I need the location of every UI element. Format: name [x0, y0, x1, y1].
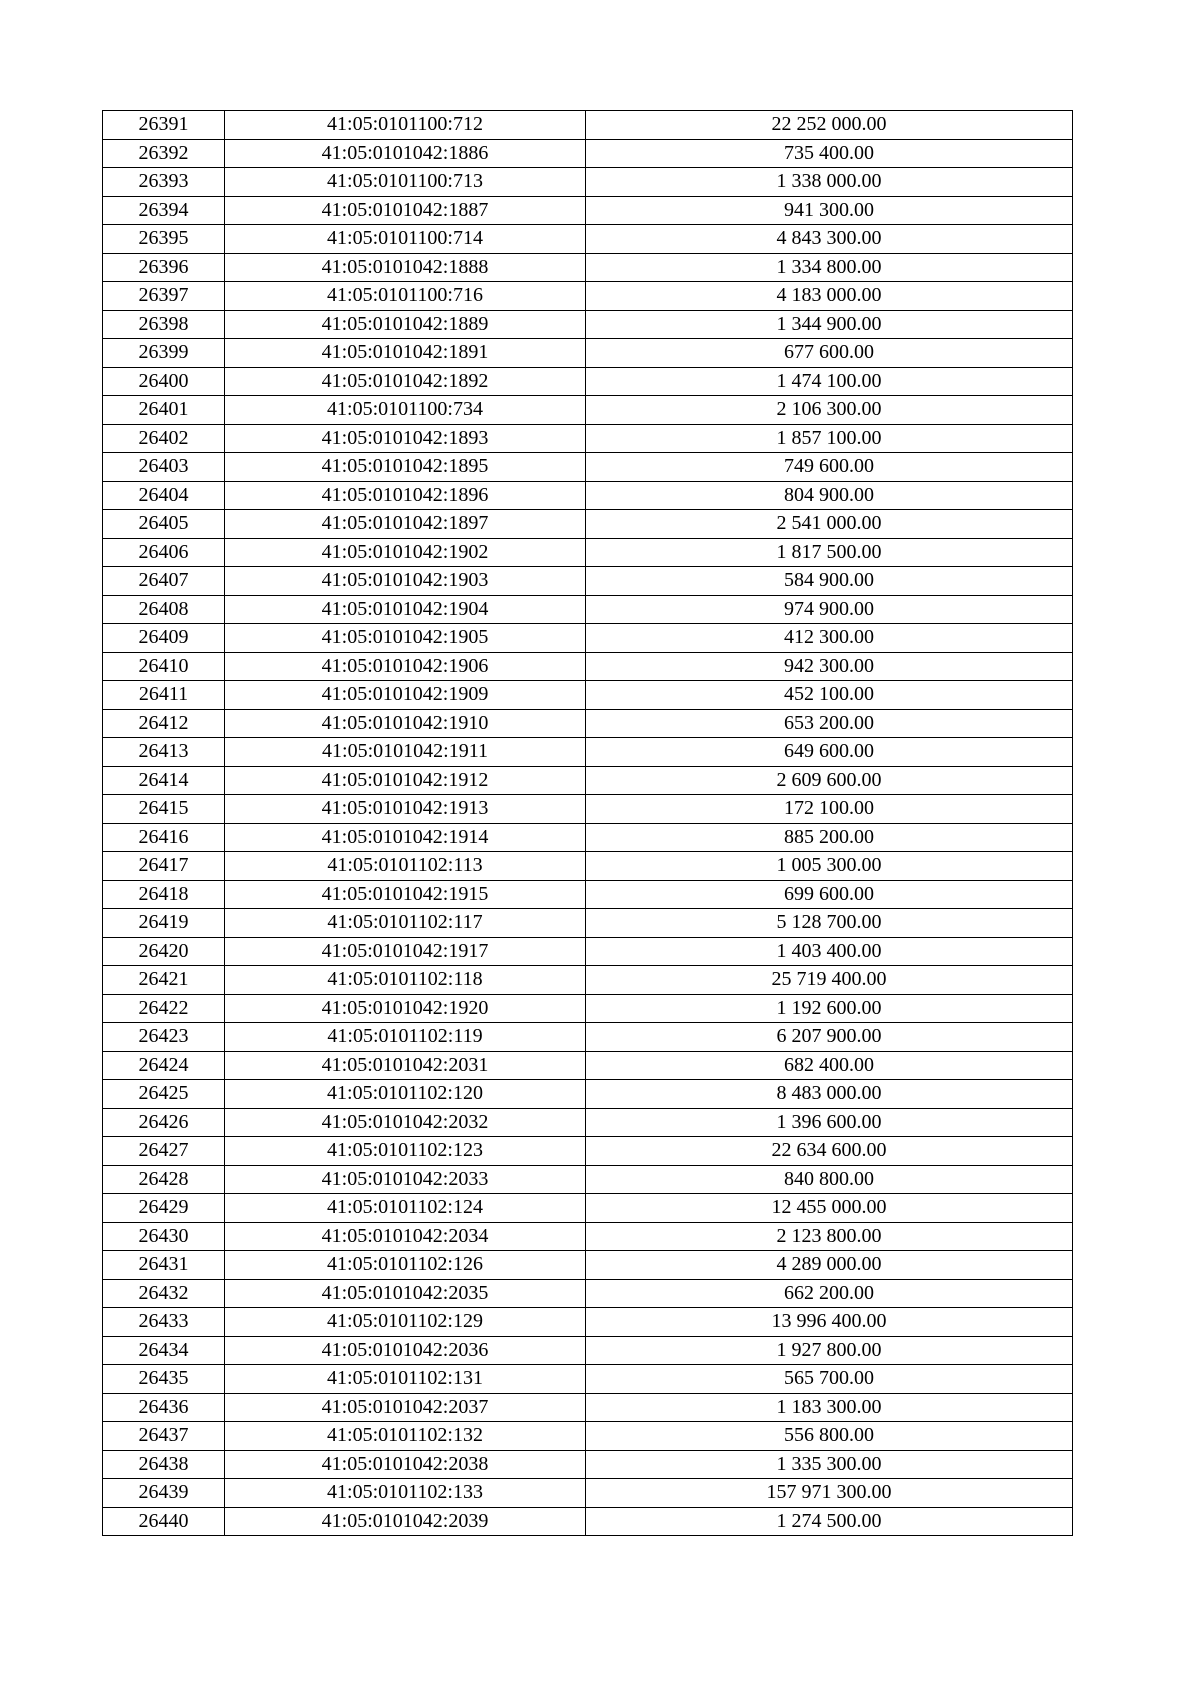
- table-row: [103, 795, 1073, 824]
- cadastral-value-cell: 2 541 000.00: [586, 510, 1073, 539]
- row-number-cell: 26410: [103, 652, 225, 681]
- cadastral-value-cell: 565 700.00: [586, 1365, 1073, 1394]
- table-row: [103, 681, 1073, 710]
- cadastral-number-cell: 41:05:0101042:2038: [225, 1450, 586, 1479]
- row-number-cell: 26412: [103, 709, 225, 738]
- row-number-cell: 26405: [103, 510, 225, 539]
- table-row: [103, 567, 1073, 596]
- cadastral-number-cell: 41:05:0101042:1892: [225, 367, 586, 396]
- row-number-cell: 26391: [103, 111, 225, 140]
- row-number-cell: 26417: [103, 852, 225, 881]
- row-number-cell: 26392: [103, 139, 225, 168]
- row-number-cell: 26402: [103, 424, 225, 453]
- row-number-cell: 26397: [103, 282, 225, 311]
- table-row: [103, 966, 1073, 995]
- cadastral-value-cell: 412 300.00: [586, 624, 1073, 653]
- row-number-cell: 26398: [103, 310, 225, 339]
- cadastral-value-cell: 8 483 000.00: [586, 1080, 1073, 1109]
- cadastral-number-cell: 41:05:0101102:129: [225, 1308, 586, 1337]
- cadastral-number-cell: 41:05:0101042:2033: [225, 1165, 586, 1194]
- cadastral-value-cell: 1 338 000.00: [586, 168, 1073, 197]
- row-number-cell: 26393: [103, 168, 225, 197]
- table-row: [103, 1365, 1073, 1394]
- table-row: [103, 1308, 1073, 1337]
- table-row: [103, 225, 1073, 254]
- table-row: [103, 481, 1073, 510]
- cadastral-number-cell: 41:05:0101102:120: [225, 1080, 586, 1109]
- row-number-cell: 26437: [103, 1422, 225, 1451]
- cadastral-number-cell: 41:05:0101042:2034: [225, 1222, 586, 1251]
- cadastral-number-cell: 41:05:0101042:1912: [225, 766, 586, 795]
- row-number-cell: 26401: [103, 396, 225, 425]
- table-row: [103, 1165, 1073, 1194]
- table-row: [103, 994, 1073, 1023]
- cadastral-value-cell: 749 600.00: [586, 453, 1073, 482]
- row-number-cell: 26428: [103, 1165, 225, 1194]
- table-row: [103, 139, 1073, 168]
- cadastral-value-cell: 1 005 300.00: [586, 852, 1073, 881]
- table-row: [103, 282, 1073, 311]
- table-row: [103, 1336, 1073, 1365]
- cadastral-number-cell: 41:05:0101042:1915: [225, 880, 586, 909]
- cadastral-value-cell: 6 207 900.00: [586, 1023, 1073, 1052]
- table-row: [103, 1450, 1073, 1479]
- cadastral-value-cell: 1 927 800.00: [586, 1336, 1073, 1365]
- row-number-cell: 26436: [103, 1393, 225, 1422]
- cadastral-number-cell: 41:05:0101100:734: [225, 396, 586, 425]
- cadastral-number-cell: 41:05:0101102:126: [225, 1251, 586, 1280]
- cadastral-number-cell: 41:05:0101102:113: [225, 852, 586, 881]
- cadastral-number-cell: 41:05:0101042:2039: [225, 1507, 586, 1536]
- cadastral-value-cell: 653 200.00: [586, 709, 1073, 738]
- cadastral-value-cell: 1 817 500.00: [586, 538, 1073, 567]
- cadastral-value-cell: 4 843 300.00: [586, 225, 1073, 254]
- row-number-cell: 26440: [103, 1507, 225, 1536]
- row-number-cell: 26429: [103, 1194, 225, 1223]
- table-row: [103, 367, 1073, 396]
- cadastral-value-cell: 649 600.00: [586, 738, 1073, 767]
- cadastral-value-cell: 22 634 600.00: [586, 1137, 1073, 1166]
- row-number-cell: 26403: [103, 453, 225, 482]
- cadastral-number-cell: 41:05:0101042:1891: [225, 339, 586, 368]
- cadastral-number-cell: 41:05:0101102:119: [225, 1023, 586, 1052]
- row-number-cell: 26419: [103, 909, 225, 938]
- table-row: [103, 1080, 1073, 1109]
- row-number-cell: 26426: [103, 1108, 225, 1137]
- cadastral-value-cell: 4 289 000.00: [586, 1251, 1073, 1280]
- cadastral-value-cell: 682 400.00: [586, 1051, 1073, 1080]
- cadastral-number-cell: 41:05:0101042:1917: [225, 937, 586, 966]
- cadastral-number-cell: 41:05:0101102:124: [225, 1194, 586, 1223]
- cadastral-value-cell: 1 274 500.00: [586, 1507, 1073, 1536]
- table-row: [103, 111, 1073, 140]
- row-number-cell: 26399: [103, 339, 225, 368]
- cadastral-number-cell: 41:05:0101042:1913: [225, 795, 586, 824]
- row-number-cell: 26423: [103, 1023, 225, 1052]
- cadastral-value-cell: 2 106 300.00: [586, 396, 1073, 425]
- row-number-cell: 26414: [103, 766, 225, 795]
- cadastral-number-cell: 41:05:0101042:2036: [225, 1336, 586, 1365]
- cadastral-number-cell: 41:05:0101042:1903: [225, 567, 586, 596]
- cadastral-value-cell: 5 128 700.00: [586, 909, 1073, 938]
- cadastral-number-cell: 41:05:0101042:1893: [225, 424, 586, 453]
- row-number-cell: 26406: [103, 538, 225, 567]
- cadastral-value-cell: 22 252 000.00: [586, 111, 1073, 140]
- table-row: [103, 1137, 1073, 1166]
- row-number-cell: 26422: [103, 994, 225, 1023]
- cadastral-number-cell: 41:05:0101102:131: [225, 1365, 586, 1394]
- cadastral-number-cell: 41:05:0101100:716: [225, 282, 586, 311]
- row-number-cell: 26411: [103, 681, 225, 710]
- table-row: [103, 852, 1073, 881]
- row-number-cell: 26424: [103, 1051, 225, 1080]
- table-row: [103, 310, 1073, 339]
- table-row: [103, 709, 1073, 738]
- table-row: [103, 738, 1073, 767]
- table-row: [103, 510, 1073, 539]
- cadastral-value-cell: 157 971 300.00: [586, 1479, 1073, 1508]
- table-row: [103, 823, 1073, 852]
- cadastral-value-cell: 4 183 000.00: [586, 282, 1073, 311]
- cadastral-number-cell: 41:05:0101102:118: [225, 966, 586, 995]
- row-number-cell: 26439: [103, 1479, 225, 1508]
- row-number-cell: 26416: [103, 823, 225, 852]
- table-row: [103, 1479, 1073, 1508]
- cadastral-number-cell: 41:05:0101102:132: [225, 1422, 586, 1451]
- cadastral-value-cell: 804 900.00: [586, 481, 1073, 510]
- table-row: [103, 424, 1073, 453]
- cadastral-value-cell: 942 300.00: [586, 652, 1073, 681]
- cadastral-value-cell: 735 400.00: [586, 139, 1073, 168]
- cadastral-value-cell: 556 800.00: [586, 1422, 1073, 1451]
- cadastral-value-cell: 699 600.00: [586, 880, 1073, 909]
- cadastral-value-cell: 885 200.00: [586, 823, 1073, 852]
- table-row: [103, 880, 1073, 909]
- cadastral-number-cell: 41:05:0101042:1909: [225, 681, 586, 710]
- cadastral-value-cell: 662 200.00: [586, 1279, 1073, 1308]
- table-row: [103, 396, 1073, 425]
- cadastral-value-cell: 13 996 400.00: [586, 1308, 1073, 1337]
- cadastral-value-cell: 974 900.00: [586, 595, 1073, 624]
- table-row: [103, 1251, 1073, 1280]
- row-number-cell: 26400: [103, 367, 225, 396]
- row-number-cell: 26425: [103, 1080, 225, 1109]
- cadastral-number-cell: 41:05:0101042:1910: [225, 709, 586, 738]
- table-row: [103, 652, 1073, 681]
- cadastral-value-cell: 1 857 100.00: [586, 424, 1073, 453]
- cadastral-number-cell: 41:05:0101042:2037: [225, 1393, 586, 1422]
- cadastral-number-cell: 41:05:0101042:2032: [225, 1108, 586, 1137]
- cadastral-number-cell: 41:05:0101042:1906: [225, 652, 586, 681]
- row-number-cell: 26427: [103, 1137, 225, 1166]
- table-row: [103, 1023, 1073, 1052]
- table-row: [103, 1279, 1073, 1308]
- row-number-cell: 26413: [103, 738, 225, 767]
- cadastral-value-cell: 25 719 400.00: [586, 966, 1073, 995]
- cadastral-value-cell: 1 474 100.00: [586, 367, 1073, 396]
- row-number-cell: 26434: [103, 1336, 225, 1365]
- cadastral-value-cell: 941 300.00: [586, 196, 1073, 225]
- row-number-cell: 26418: [103, 880, 225, 909]
- row-number-cell: 26420: [103, 937, 225, 966]
- row-number-cell: 26396: [103, 253, 225, 282]
- table-body: [103, 111, 1073, 1536]
- cadastral-number-cell: 41:05:0101042:1911: [225, 738, 586, 767]
- cadastral-number-cell: 41:05:0101042:1897: [225, 510, 586, 539]
- cadastral-value-cell: 1 183 300.00: [586, 1393, 1073, 1422]
- cadastral-value-cell: 1 334 800.00: [586, 253, 1073, 282]
- cadastral-number-cell: 41:05:0101042:2035: [225, 1279, 586, 1308]
- row-number-cell: 26394: [103, 196, 225, 225]
- table-row: [103, 1051, 1073, 1080]
- table-row: [103, 766, 1073, 795]
- cadastral-value-cell: 677 600.00: [586, 339, 1073, 368]
- row-number-cell: 26438: [103, 1450, 225, 1479]
- cadastral-number-cell: 41:05:0101042:2031: [225, 1051, 586, 1080]
- cadastral-number-cell: 41:05:0101042:1904: [225, 595, 586, 624]
- row-number-cell: 26415: [103, 795, 225, 824]
- cadastral-number-cell: 41:05:0101042:1902: [225, 538, 586, 567]
- table-row: [103, 909, 1073, 938]
- cadastral-value-cell: 452 100.00: [586, 681, 1073, 710]
- table-row: [103, 1108, 1073, 1137]
- table-row: [103, 168, 1073, 197]
- cadastral-number-cell: 41:05:0101042:1896: [225, 481, 586, 510]
- cadastral-value-cell: 2 609 600.00: [586, 766, 1073, 795]
- cadastral-number-cell: 41:05:0101042:1895: [225, 453, 586, 482]
- table-row: [103, 1194, 1073, 1223]
- table-row: [103, 196, 1073, 225]
- cadastral-value-cell: 2 123 800.00: [586, 1222, 1073, 1251]
- cadastral-number-cell: 41:05:0101102:117: [225, 909, 586, 938]
- row-number-cell: 26432: [103, 1279, 225, 1308]
- cadastral-number-cell: 41:05:0101042:1914: [225, 823, 586, 852]
- table-row: [103, 453, 1073, 482]
- table-row: [103, 1422, 1073, 1451]
- table-row: [103, 595, 1073, 624]
- cadastral-value-cell: 1 403 400.00: [586, 937, 1073, 966]
- cadastral-number-cell: 41:05:0101100:714: [225, 225, 586, 254]
- cadastral-value-cell: 1 396 600.00: [586, 1108, 1073, 1137]
- cadastral-number-cell: 41:05:0101042:1887: [225, 196, 586, 225]
- row-number-cell: 26433: [103, 1308, 225, 1337]
- cadastral-value-cell: 1 192 600.00: [586, 994, 1073, 1023]
- cadastral-value-cell: 584 900.00: [586, 567, 1073, 596]
- table-row: [103, 253, 1073, 282]
- cadastral-number-cell: 41:05:0101100:713: [225, 168, 586, 197]
- cadastral-value-cell: 172 100.00: [586, 795, 1073, 824]
- row-number-cell: 26395: [103, 225, 225, 254]
- cadastral-number-cell: 41:05:0101042:1886: [225, 139, 586, 168]
- cadastral-number-cell: 41:05:0101042:1889: [225, 310, 586, 339]
- cadastral-number-cell: 41:05:0101042:1888: [225, 253, 586, 282]
- table-row: [103, 937, 1073, 966]
- row-number-cell: 26421: [103, 966, 225, 995]
- cadastral-number-cell: 41:05:0101100:712: [225, 111, 586, 140]
- cadastral-number-cell: 41:05:0101042:1905: [225, 624, 586, 653]
- cadastral-value-cell: 1 344 900.00: [586, 310, 1073, 339]
- cadastral-number-cell: 41:05:0101102:123: [225, 1137, 586, 1166]
- row-number-cell: 26404: [103, 481, 225, 510]
- cadastral-value-cell: 1 335 300.00: [586, 1450, 1073, 1479]
- table-row: [103, 339, 1073, 368]
- cadastral-value-table: [102, 110, 1073, 1536]
- row-number-cell: 26407: [103, 567, 225, 596]
- row-number-cell: 26430: [103, 1222, 225, 1251]
- table-row: [103, 624, 1073, 653]
- table-row: [103, 1507, 1073, 1536]
- cadastral-value-cell: 840 800.00: [586, 1165, 1073, 1194]
- row-number-cell: 26435: [103, 1365, 225, 1394]
- table-row: [103, 1222, 1073, 1251]
- cadastral-number-cell: 41:05:0101042:1920: [225, 994, 586, 1023]
- row-number-cell: 26431: [103, 1251, 225, 1280]
- cadastral-number-cell: 41:05:0101102:133: [225, 1479, 586, 1508]
- row-number-cell: 26409: [103, 624, 225, 653]
- row-number-cell: 26408: [103, 595, 225, 624]
- table-row: [103, 1393, 1073, 1422]
- cadastral-value-cell: 12 455 000.00: [586, 1194, 1073, 1223]
- table-row: [103, 538, 1073, 567]
